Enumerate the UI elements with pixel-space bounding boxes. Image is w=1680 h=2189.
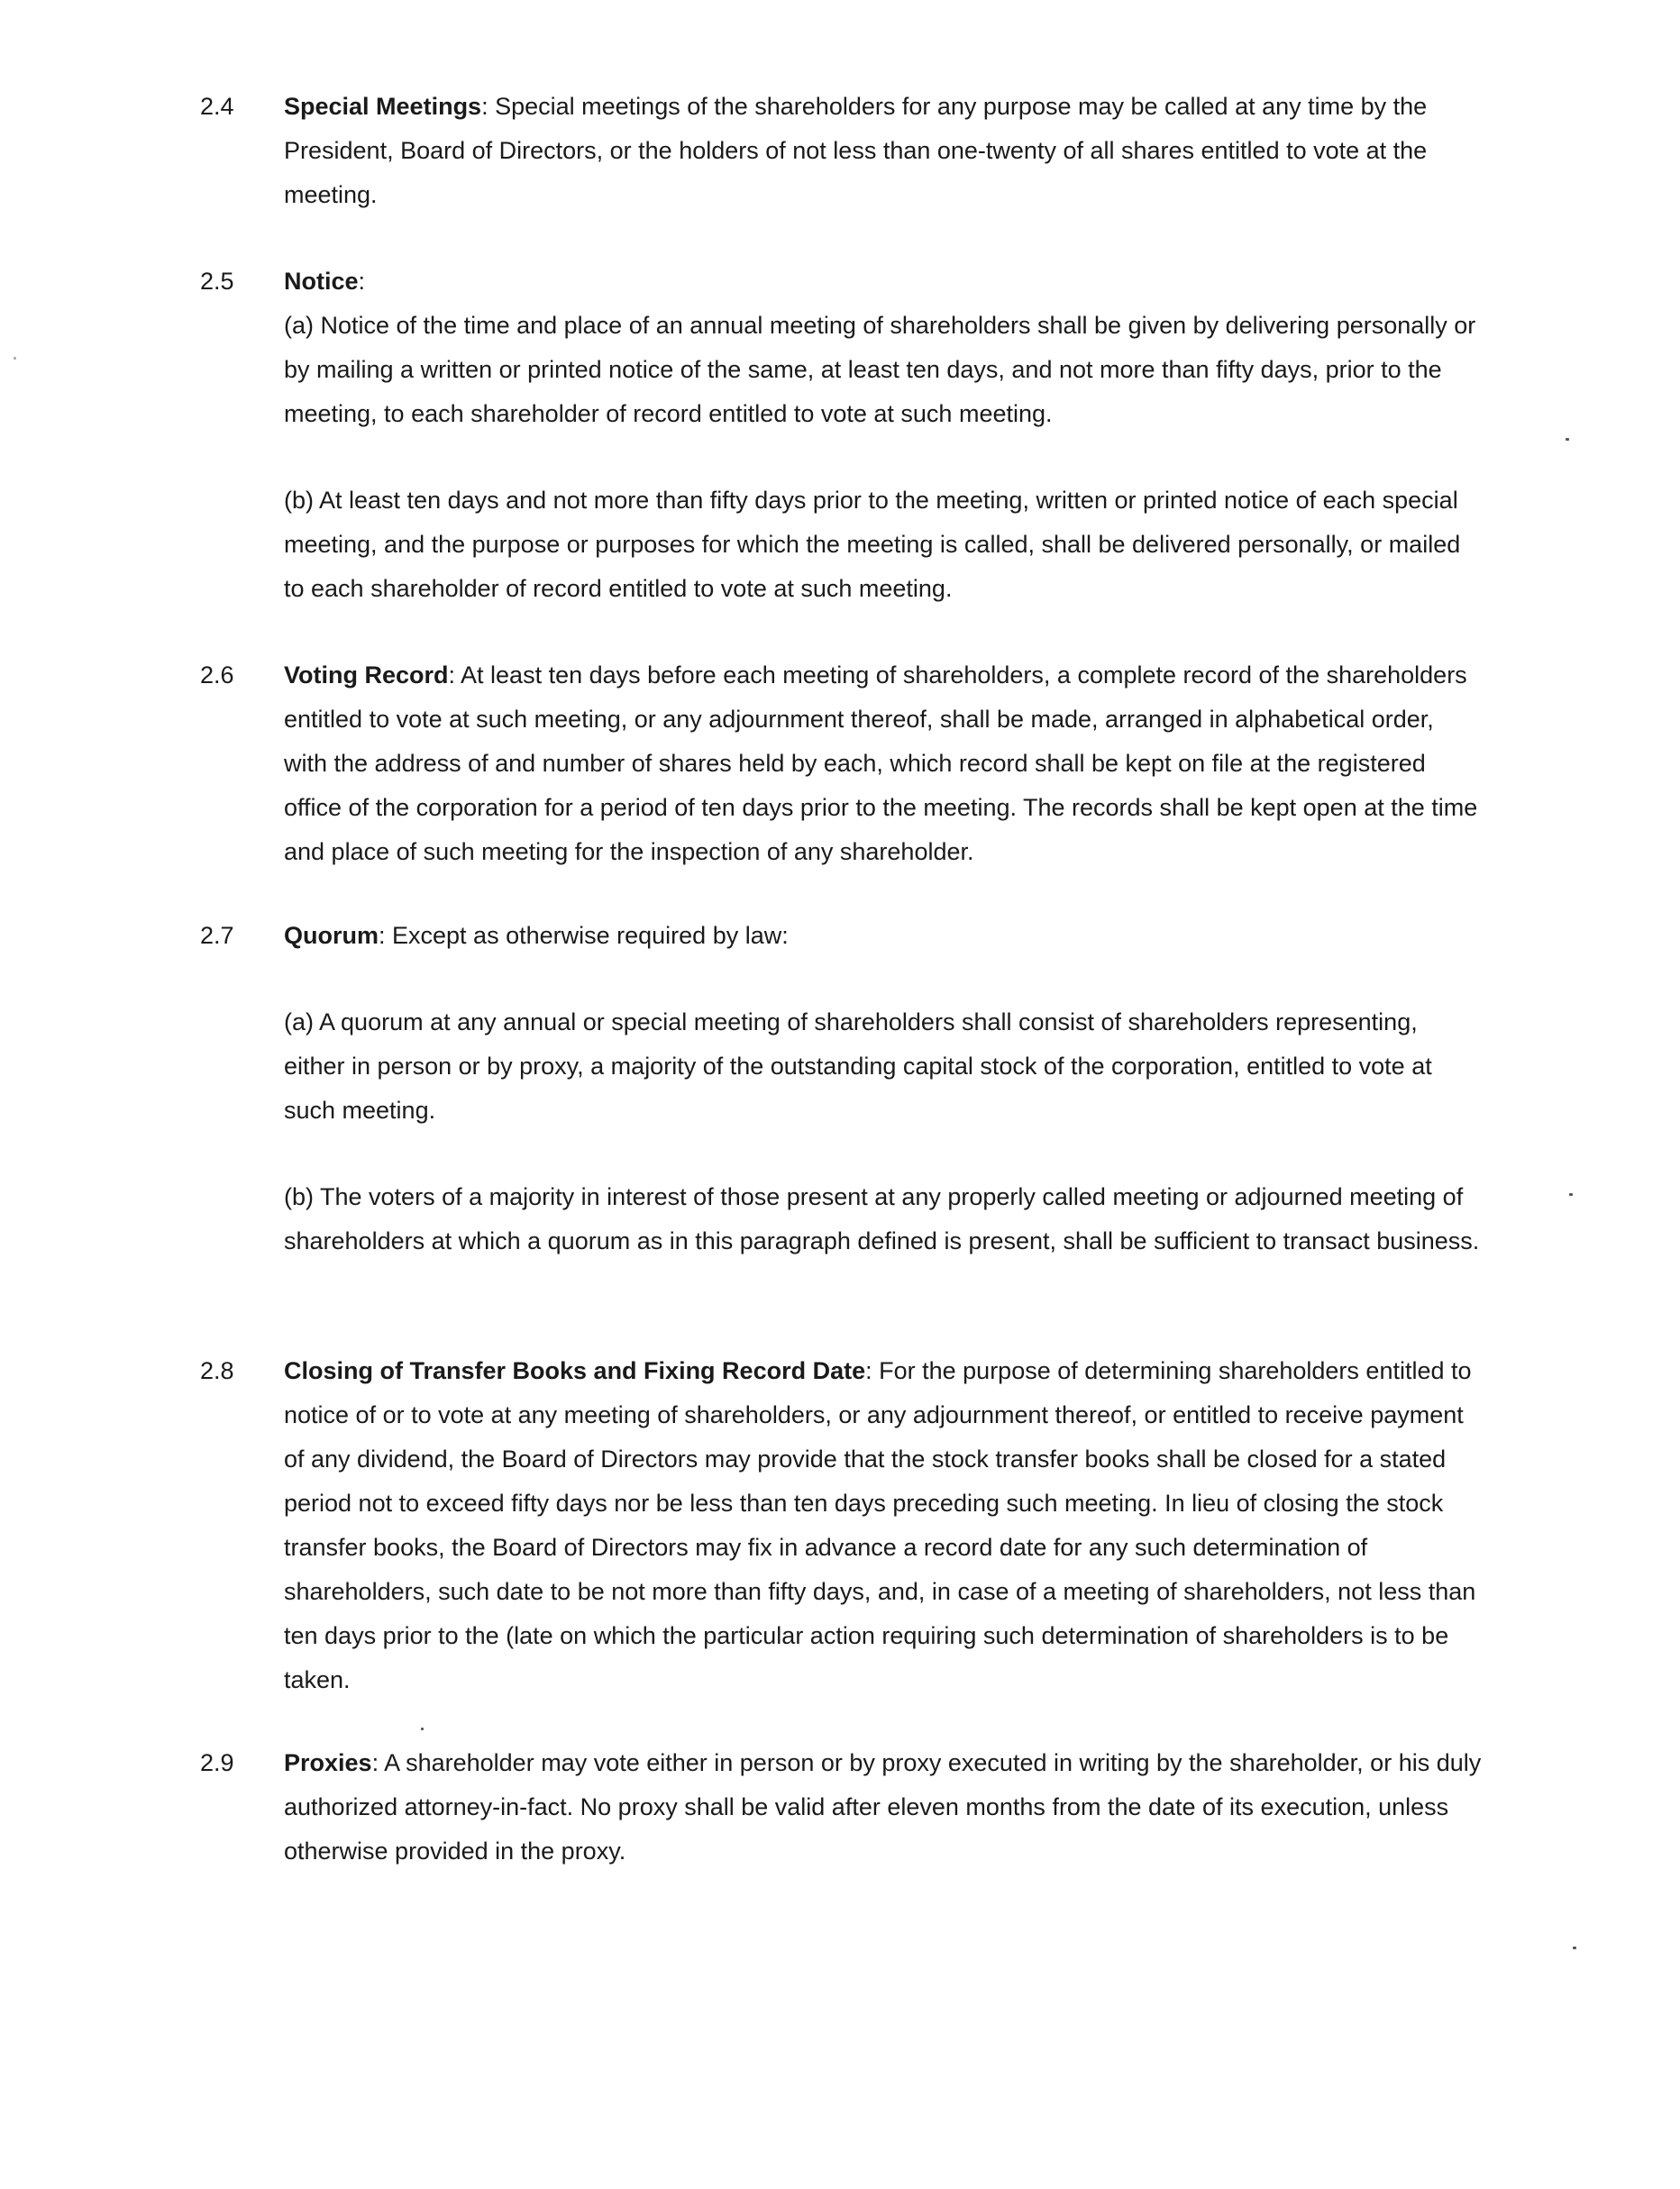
section-body [284, 260, 1483, 611]
section-number: 2.4 [200, 93, 234, 120]
section-heading: Special Meetings [284, 93, 482, 120]
section-intro: Except as otherwise required by law: [392, 922, 789, 949]
section-intro: Special meetings of the shareholders for any purpose may be called at any time by the President, Board of Directors, or the holders of not less than one-twenty of all shares entitled to vote at the meeting. [284, 93, 1428, 208]
section-paragraph: Closing of Transfer Books and Fixing Record Date: For the purpose of determining shareholders entitled to notice of or to vote at any meeting of shareholders, or any adjournment thereof, or entitled to receive payment of any dividend, the Board of Directors may provide that the stock transfer books shall be closed for a stated period not to exceed fifty days nor be less than ten days preceding such meeting. In lieu of closing the stock transfer books, the Board of Directors may fix in advance a record date for any such determination of shareholders, such date to be not more than fifty days, and, in case of a meeting of shareholders, not less than ten days prior to the (late on which the particular action requiring such determination of shareholders is to be taken. [284, 1357, 1476, 1693]
section-heading: Quorum [284, 922, 379, 949]
section-intro: At least ten days before each meeting of shareholders, a complete record of the shareholders entitled to vote at such meeting, or any adjournment thereof, shall be made, arranged in alphabetical order, with the address of and number of shares held by each, which record shall be kept on file at the registered office of the corporation for a period of ten days prior to the meeting. The records shall be kept open at the time and place of such meeting for the inspection of any shareholder. [284, 661, 1478, 865]
subparagraph-a: (a) Notice of the time and place of an annual meeting of shareholders shall be given by delivering personally or by mailing a written or printed notice of the same, at least ten days, and not more than fifty days, prior to the meeting, to each shareholder of record entitled to vote at such meeting. [284, 312, 1476, 427]
section-body [284, 85, 1483, 217]
section-body [284, 1741, 1483, 1874]
scan-speck [1566, 438, 1569, 441]
scan-speck [1569, 1193, 1573, 1196]
section-number: 2.5 [200, 268, 234, 295]
section-paragraph: Proxies: A shareholder may vote either in person or by proxy executed in writing by the shareholder, or his duly authorized attorney-in-fact. No proxy shall be valid after eleven months from the date of its execution, unless otherwise provided in the proxy. [284, 1749, 1482, 1865]
subparagraph-a: (a) A quorum at any annual or special meeting of shareholders shall consist of shareholders representing, either in person or by proxy, a majority of the outstanding capital stock of the corporation, entitled to vote at such meeting. [284, 1008, 1432, 1124]
section-number: 2.6 [200, 661, 234, 689]
subparagraph-b: (b) The voters of a majority in interest of those present at any properly called meeting or adjourned meeting of shareholders at which a quorum as in this paragraph defined is present, shall be sufficient to transact business. [284, 1183, 1480, 1254]
section-heading: Closing of Transfer Books and Fixing Record Date [284, 1357, 866, 1384]
scan-speck [1573, 1947, 1576, 1949]
section-number: 2.8 [200, 1357, 234, 1384]
section-body [284, 1349, 1483, 1702]
scan-speck [421, 1728, 424, 1730]
section-intro: A shareholder may vote either in person or by proxy executed in writing by the shareholder, or his duly authorized attorney-in-fact. No proxy shall be valid after eleven months from the date of its execution, unless otherwise provided in the proxy. [284, 1749, 1482, 1865]
scan-speck [14, 357, 16, 360]
section-paragraph: Special Meetings: Special meetings of the shareholders for any purpose may be called at any time by the President, Board of Directors, or the holders of not less than one-twenty of all shares entitled to vote at the meeting. [284, 93, 1428, 208]
section-heading: Notice [284, 268, 359, 295]
section-heading: Voting Record [284, 661, 449, 689]
section-body [284, 653, 1483, 874]
section-paragraph: Notice: [284, 268, 366, 295]
section-number: 2.7 [200, 922, 234, 949]
section-number: 2.9 [200, 1749, 234, 1776]
subparagraph-b: (b) At least ten days and not more than fifty days prior to the meeting, written or printed notice of each special meeting, and the purpose or purposes for which the meeting is called, shall be delivered personally, or mailed to each shareholder of record entitled to vote at such meeting. [284, 487, 1461, 602]
section-heading: Proxies [284, 1749, 372, 1776]
section-body [284, 914, 1483, 1263]
section-intro: For the purpose of determining shareholders entitled to notice of or to vote at any meeting of shareholders, or any adjournment thereof, or entitled to receive payment of any dividend, the Board of Directors may provide that the stock transfer books shall be closed for a stated period not to exceed fifty days nor be less than ten days preceding such meeting. In lieu of closing the stock transfer books, the Board of Directors may fix in advance a record date for any such determination of shareholders, such date to be not more than fifty days, and, in case of a meeting of shareholders, not less than ten days prior to the (late on which the particular action requiring such determination of shareholders is to be taken. [284, 1357, 1476, 1693]
section-paragraph: Voting Record: At least ten days before each meeting of shareholders, a complete record of the shareholders entitled to vote at such meeting, or any adjournment thereof, shall be made, arranged in alphabetical order, with the address of and number of shares held by each, which record shall be kept on file at the registered office of the corporation for a period of ten days prior to the meeting. The records shall be kept open at the time and place of such meeting for the inspection of any shareholder. [284, 661, 1478, 865]
section-paragraph: Quorum: Except as otherwise required by law: [284, 922, 789, 949]
